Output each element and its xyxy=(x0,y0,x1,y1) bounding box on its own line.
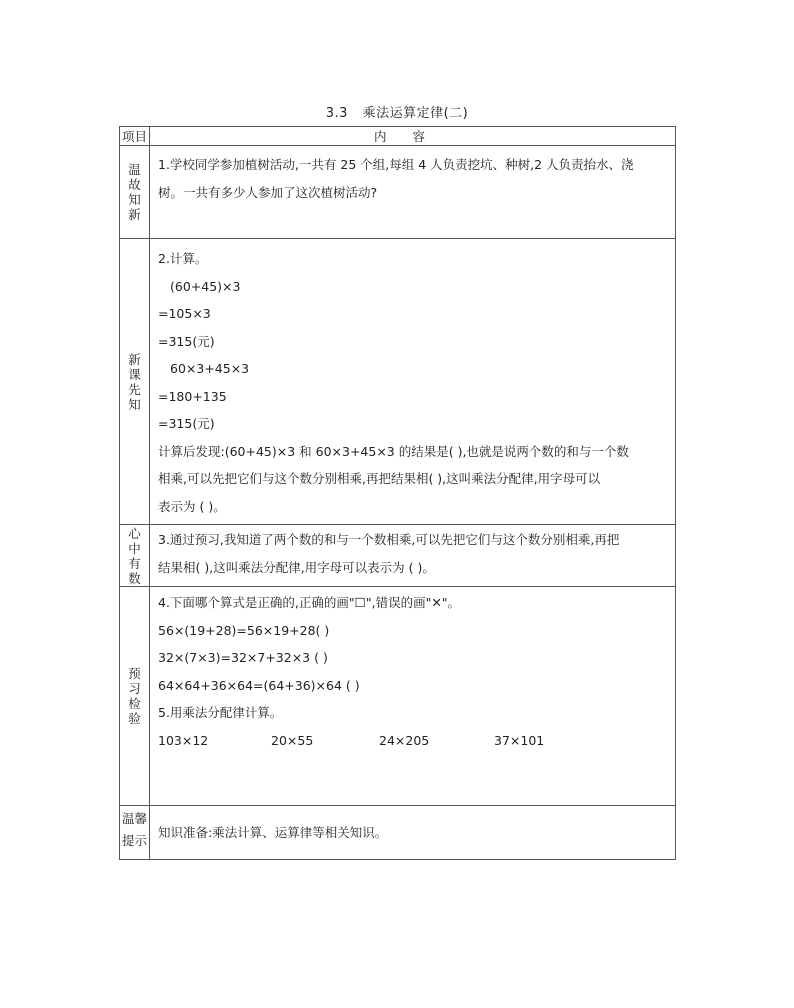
text-line: 树。一共有多少人参加了这次植树活动? xyxy=(158,184,378,200)
text-line: 3.通过预习,我知道了两个数的和与一个数相乘,可以先把它们与这个数分别相乘,再把 xyxy=(158,532,620,547)
label-char: 先 xyxy=(128,381,141,397)
text-line: 相乘,可以先把它们与这个数分别相乘,再把结果相( ),这叫乘法分配律,用字母可以 xyxy=(158,471,601,486)
section-tip-content xyxy=(150,806,676,860)
text-line: 5.用乘法分配律计算。 xyxy=(158,705,283,720)
text-line: =315(元) xyxy=(158,416,215,431)
title-number: 3.3 xyxy=(325,106,348,121)
label-char: 心 xyxy=(128,525,141,541)
text-line: 1.学校同学参加植树活动,一共有 25 个组,每组 4 人负责挖坑、种树,2 人负责抬水、浇 xyxy=(158,157,634,172)
label-char: 数 xyxy=(128,570,141,586)
title-text: 乘法运算定律(二) xyxy=(362,106,469,121)
header-row xyxy=(120,127,676,146)
calc-row xyxy=(158,727,667,755)
text-line: 56×(19+28)=56×19+28( ) xyxy=(158,622,330,638)
label-char: 新 xyxy=(128,351,141,367)
text-line: 表示为 ( )。 xyxy=(158,498,226,514)
section-check-content xyxy=(150,587,676,806)
header-item: 项目 xyxy=(120,127,150,146)
label-char: 有 xyxy=(128,555,141,571)
section-check-label xyxy=(120,587,150,806)
section-check-row xyxy=(120,587,676,806)
label-char: 新 xyxy=(128,207,141,222)
section-mind-row xyxy=(120,525,676,587)
calc-item: 103×12 xyxy=(158,732,209,748)
text-line: =180+135 xyxy=(158,388,227,404)
text-line: =105×3 xyxy=(158,306,211,321)
section-mind-content xyxy=(150,525,676,587)
section-review-row xyxy=(120,146,676,239)
label-char: 中 xyxy=(128,540,141,556)
text-line: 60×3+45×3 xyxy=(170,361,250,376)
text-line: 4.下面哪个算式是正确的,正确的画"☐",错误的画"✕"。 xyxy=(158,595,461,610)
header-content xyxy=(150,127,676,146)
label-char: 知 xyxy=(128,192,141,207)
label-char: 预 xyxy=(128,666,141,681)
label-char: 课 xyxy=(128,366,141,382)
text-line: 结果相( ),这叫乘法分配律,用字母可以表示为 ( )。 xyxy=(158,559,435,575)
text-line: 知识准备:乘法计算、运算律等相关知识。 xyxy=(158,825,388,840)
text-line: 64×64+36×64=(64+36)×64 ( ) xyxy=(158,677,360,693)
section-preview-label xyxy=(120,239,150,525)
section-tip-row xyxy=(120,806,676,860)
section-mind-label xyxy=(120,525,150,587)
label-char: 温 xyxy=(128,162,141,177)
label-line: 温馨 xyxy=(121,811,147,826)
text-line: 2.计算。 xyxy=(158,251,208,266)
section-tip-label xyxy=(120,806,150,860)
label-char: 知 xyxy=(128,396,141,412)
section-review-label xyxy=(120,146,150,239)
label-char: 验 xyxy=(128,711,141,726)
calc-item: 37×101 xyxy=(494,732,545,748)
text-line: 32×(7×3)=32×7+32×3 ( ) xyxy=(158,650,328,665)
label-char: 检 xyxy=(128,696,141,711)
text-line: =315(元) xyxy=(158,333,215,349)
worksheet-table xyxy=(119,126,676,860)
page-title xyxy=(0,102,794,121)
text-line: 计算后发现:(60+45)×3 和 60×3+45×3 的结果是( ),也就是说两个数的和与一个数 xyxy=(158,443,629,459)
label-line: 提示 xyxy=(121,833,147,848)
label-char: 故 xyxy=(128,177,141,192)
header-content-text: 内容 xyxy=(373,129,451,144)
section-review-content xyxy=(150,146,676,239)
text-line: (60+45)×3 xyxy=(170,278,241,294)
calc-item: 20×55 xyxy=(271,732,314,748)
section-preview-content xyxy=(150,239,676,525)
calc-item: 24×205 xyxy=(379,732,430,748)
section-preview-row xyxy=(120,239,676,525)
label-char: 习 xyxy=(128,681,141,696)
